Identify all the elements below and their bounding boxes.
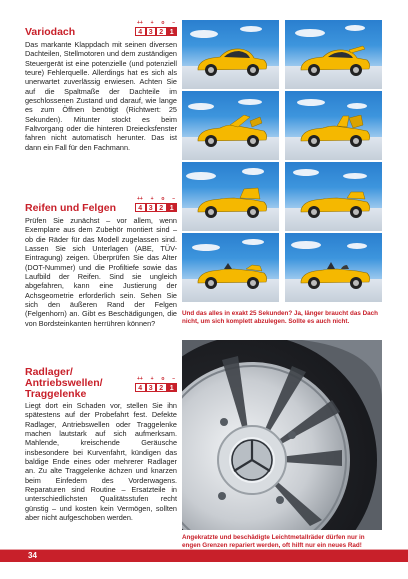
roof-photo-7 (182, 233, 279, 302)
rating-box: 2 (156, 383, 167, 392)
car-roof-lifting (194, 115, 270, 149)
roof-photo-4 (285, 91, 382, 160)
section-title: Variodach (25, 26, 76, 38)
section-title-line: Radlager/ (25, 366, 73, 378)
rating-symbol: o (161, 20, 165, 26)
rating-boxes (135, 27, 177, 36)
car-roof-stowing (297, 186, 373, 220)
rating-box: 4 (135, 383, 146, 392)
footer-bar (0, 550, 408, 562)
rating-symbols (135, 196, 177, 202)
section-radlager (25, 367, 177, 522)
roof-photo-6 (285, 162, 382, 231)
section-reifen-felgen (25, 196, 177, 328)
rating-scale (135, 20, 177, 36)
rating-box: 2 (156, 203, 167, 212)
roof-photo-5 (182, 162, 279, 231)
rating-symbol: + (150, 20, 154, 26)
section-body: Liegt dort ein Schaden vor, stellen Sie ihn spätestens auf der Probefahrt fest. Defekte Radlager, Antriebswellen oder Traggelenke machen lautstark auf sich aufmerksam. Mahlende, kreischende Geräusche insbesondere bei Kurvenfahrt, kündigen das baldige Ende eines oder mehrerer Radlager an. Zu alte Traggelenke ächzen und knarzen beim Einfedern des Vorderwagens. Reparaturen sind Routine – Ersatzteile in unterschiedlichsten Qualitätsstufen recht günstig – und kosten kein Vermögen, sollten aber nicht aufgeschoben werden. (25, 401, 177, 523)
roof-caption: Und das alles in exakt 25 Sekunden? Ja, länger braucht das Dach nicht, um sich komplett abzulegen. Sollte es auch nicht. (182, 310, 378, 326)
roof-photo-1 (182, 20, 279, 89)
rating-symbol: ++ (137, 20, 143, 26)
car-roof-folding (297, 115, 373, 149)
roof-photo-2 (285, 20, 382, 89)
rating-box: 4 (135, 27, 146, 36)
section-title (25, 367, 103, 400)
roof-photo-8 (285, 233, 382, 302)
section-header (25, 20, 177, 38)
rating-box-active: 1 (167, 383, 178, 392)
roof-photo-3 (182, 91, 279, 160)
rating-box-active: 1 (167, 27, 178, 36)
section-header (25, 196, 177, 214)
section-header (25, 367, 177, 401)
rating-scale (135, 196, 177, 212)
section-body: Prüfen Sie zunächst – vor allem, wenn Exemplare aus dem Zubehör montiert sind – ob die Räder für das Modell zugelassen sind. Lassen Sie sich Unterlagen (ABE, TÜV-Eintragung) zeigen. Überprüfen Sie das Alter (DOT-Nummer) und die Profiltiefe sowie das Laufbild der Reifen. Sind sie ungleich abgefahren, kann eine Justierung der Achsgeometrie erforderlich sein. Sehen Sie sich den äußeren Rand der Felgen (Felgenhorn) an. Gibt es Beschädigungen, die von Bordsteinkanten herrühren können? (25, 216, 177, 328)
section-variodach (25, 20, 177, 152)
rating-scale (135, 376, 177, 392)
rating-symbol: – (172, 20, 175, 26)
rating-boxes (135, 383, 177, 392)
wheel-photo (182, 340, 382, 530)
page-number: 34 (28, 551, 37, 560)
rating-symbol: + (150, 376, 154, 382)
rating-symbol: ++ (137, 376, 143, 382)
car-roof-opening (297, 44, 373, 78)
rating-box-active: 1 (167, 203, 178, 212)
rating-symbols (135, 20, 177, 26)
wheel-caption: Angekratzte und beschädigte Leichtmetallräder dürfen nur in engen Grenzen repariert werden, oft hilft nur ein neues Rad! (182, 534, 365, 550)
car-roof-almost-open (194, 257, 270, 291)
rating-symbol: – (172, 196, 175, 202)
rating-box: 3 (146, 27, 157, 36)
rating-symbol: o (161, 196, 165, 202)
section-title-line: Antriebswellen/ (25, 377, 103, 389)
rating-box: 3 (146, 203, 157, 212)
section-body: Das markante Klappdach mit seinen diversen Dachteilen, Stellmotoren und dem zuständigen Steuergerät ist eine potenzielle (und potenziell teure) Fehlerquelle. Allerdings hat es sich als unerwartet zuverlässig erwiesen. Achten Sie auf die Spaltmaße der Dachteile im geschlossenen Zustand und darauf, wie lange es zum Öffnen benötigt (Richtwert: 25 Sekunden). Mitunter stockt es beim Faltvorgang oder die hinteren Dreiecksfenster fahren nicht automatisch herunter. Das ist dann ein Fall für den Fachmann. (25, 40, 177, 152)
section-title-line: Traggelenke (25, 388, 87, 400)
rating-symbol: ++ (137, 196, 143, 202)
rating-box: 3 (146, 383, 157, 392)
rating-box: 2 (156, 27, 167, 36)
car-roof-closed (194, 44, 270, 78)
alloy-wheel-image (182, 340, 382, 530)
rating-symbol: – (172, 376, 175, 382)
section-title: Reifen und Felgen (25, 202, 117, 214)
rating-symbol: o (161, 376, 165, 382)
car-roof-stowing (194, 186, 270, 220)
roof-sequence-photos (182, 20, 382, 302)
rating-box: 4 (135, 203, 146, 212)
rating-symbols (135, 376, 177, 382)
rating-symbol: + (150, 196, 154, 202)
car-roof-open (297, 257, 373, 291)
rating-boxes (135, 203, 177, 212)
